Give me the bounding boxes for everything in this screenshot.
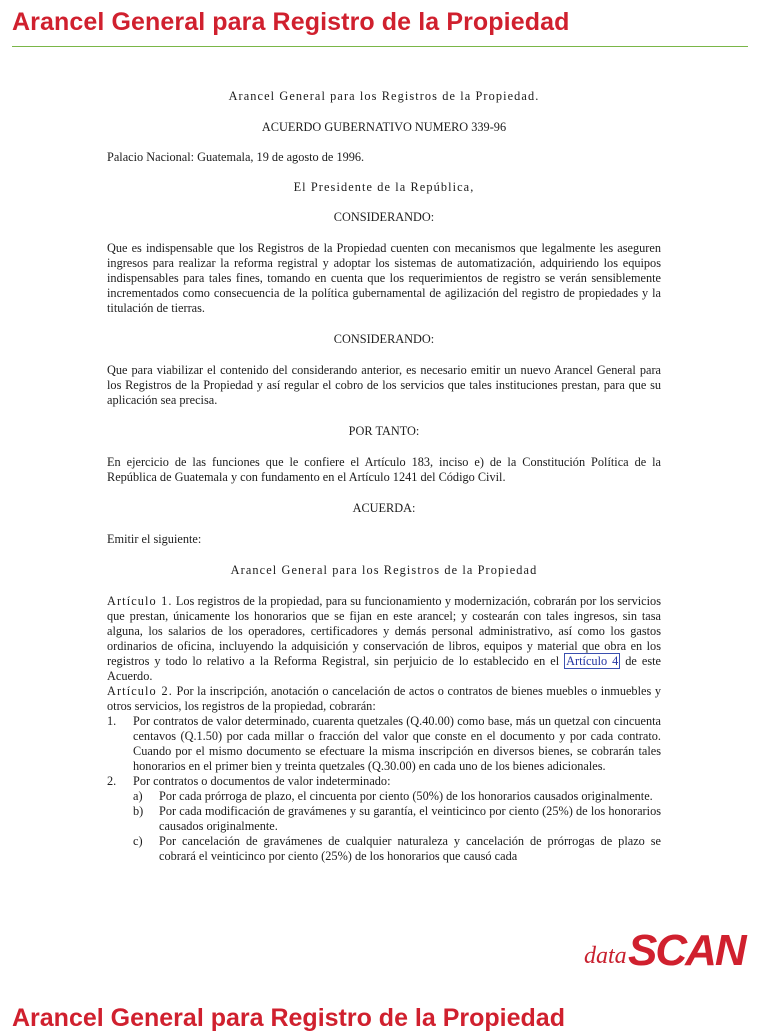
considerando-paragraph: Que para viabilizar el contenido del considerando anterior, es necesario emitir un nuevo Arancel General para los Registros de la Propiedad y así regular el cobro de los servicios que tales instituciones prestan, para que su aplicación sea precisa.: [107, 363, 661, 407]
considerando-heading: CONSIDERANDO:: [333, 332, 435, 346]
list-marker: c): [133, 834, 143, 848]
datascan-logo: [584, 925, 756, 977]
header-divider: [12, 46, 748, 47]
logo-data-text: data: [584, 943, 627, 969]
list-item-text: Por contratos de valor determinado, cuarenta quetzales (Q.40.00) como base, más un quetzal con cincuenta centavos (Q.1.50) por cada millar o fracción del valor que conste en el documento y por cada contrato. Cuando por el mismo documento se efectuare la misma inscripción en diversos bienes, se cobrarán tales honorarios en el primer bien y treinta quetzales (Q.30.00) en cada uno de los bienes adicionales.: [133, 714, 661, 773]
considerando-heading: CONSIDERANDO:: [333, 210, 435, 224]
list-item: [107, 714, 661, 774]
por-tanto-paragraph: En ejercicio de las funciones que le confiere el Artículo 183, inciso e) de la Constitución Política de la República de Guatemala y con fundamento en el Artículo 1241 del Código Civil.: [107, 455, 661, 484]
list-item: [107, 774, 661, 864]
list-item-text: Por cancelación de gravámenes de cualquier naturaleza y cancelación de prórrogas de plazo se cobrará el veinticinco por ciento (25%) de los honorarios que causó cada: [159, 834, 661, 863]
article-4-link[interactable]: Artículo 4: [566, 654, 619, 668]
place-date: Palacio Nacional: Guatemala, 19 de agosto de 1996.: [107, 150, 365, 164]
fee-list: [107, 714, 661, 864]
article-text: Los registros de la propiedad, para su funcionamiento y modernización, cobrarán por los servicios que prestan, únicamente los honorarios que se fijan en este arancel; y costearán con tales ingresos, sin tasa alguna, los salarios de los operadores, certificadores y demás personal administrativo, así como los gastos ordinarios de oficina, incluyendo la adquisición y conservación de libros, equipos y material que obra en los registros y todo lo relativo a la Reforma Registral, sin perjuicio de lo establecido en el: [107, 594, 661, 668]
list-marker: a): [133, 789, 143, 803]
por-tanto-heading: POR TANTO:: [348, 424, 420, 438]
acuerdo-number: ACUERDO GUBERNATIVO NUMERO 339-96: [261, 120, 507, 134]
document-body: [107, 89, 661, 864]
emitir-line: Emitir el siguiente:: [107, 532, 202, 546]
acuerda-heading: ACUERDA:: [352, 501, 416, 515]
list-marker: 2.: [107, 774, 117, 788]
logo-scan-text: SCAN: [628, 926, 745, 975]
list-item-text: Por cada modificación de gravámenes y su garantía, el veinticinco por ciento (25%) de los honorarios causados originalmente.: [159, 804, 661, 833]
considerando-paragraph: Que es indispensable que los Registros de la Propiedad cuenten con mecanismos que legalmente les aseguren ingresos para realizar la reforma registral y adoptar los sistemas de automatización, adquiriendo los equipos indispensables para tales fines, tomando en cuenta que los requerimientos de registro se verán sensiblemente incrementados como consecuencia de la política gubernamental de agilización del registro de propiedades y la titulación de tierras.: [107, 241, 661, 315]
sub-list: [133, 789, 661, 864]
article-text: de este Acuerdo.: [107, 654, 661, 683]
article-label: Artículo 1.: [107, 594, 173, 608]
arancel-heading: Arancel General para los Registros de la Propiedad: [230, 563, 538, 577]
president-line: El Presidente de la República,: [293, 180, 475, 194]
footer-title: Arancel General para Registro de la Propiedad: [12, 1004, 565, 1032]
list-marker: b): [133, 804, 144, 818]
list-marker: 1.: [107, 714, 117, 728]
list-item: [133, 789, 661, 804]
article-1: [107, 594, 661, 684]
document-heading: Arancel General para los Registros de la Propiedad.: [228, 89, 540, 103]
article-label: Artículo 2.: [107, 684, 173, 698]
article-2: [107, 684, 661, 714]
list-item-text: Por cada prórroga de plazo, el cincuenta por ciento (50%) de los honorarios causados originalmente.: [159, 789, 653, 803]
list-item: [133, 804, 661, 834]
page-title: Arancel General para Registro de la Propiedad: [12, 8, 570, 36]
list-item-text: Por contratos o documentos de valor indeterminado:: [133, 774, 391, 788]
list-item: [133, 834, 661, 864]
article-text: Por la inscripción, anotación o cancelación de actos o contratos de bienes muebles o inmuebles y otros servicios, los registros de la propiedad, cobrarán:: [107, 684, 661, 713]
